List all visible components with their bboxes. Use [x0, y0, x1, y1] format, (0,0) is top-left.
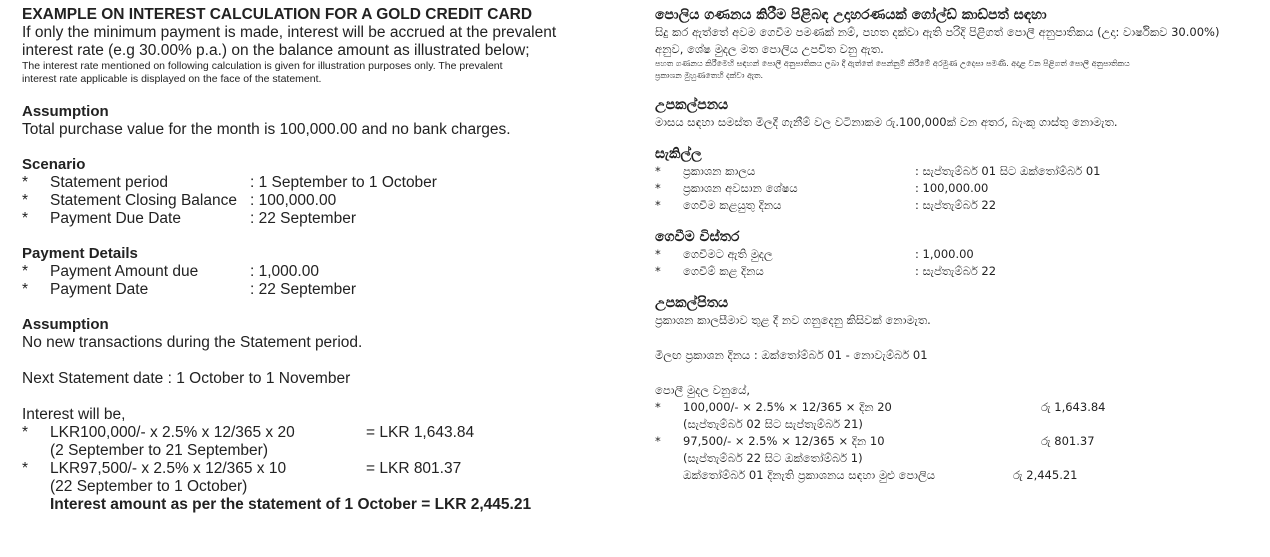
calculation-row	[22, 424, 612, 442]
sinhala-column	[655, 6, 1255, 484]
payment-value: : 22 September	[250, 281, 356, 298]
bullet: *	[655, 164, 661, 178]
intro-text-line-1: සිදු කර ඇත්තේ අවම ගෙවීම පමණක් නම්, පහත දක්වා ඇති පරිදි පිළිගත් පොලී අනුපාතිකය (උදා: වාර්ෂිකව 30.00%)	[655, 25, 1220, 39]
scenario-label: Statement period	[50, 174, 169, 191]
bullet: *	[22, 460, 29, 477]
calculation-row	[22, 460, 612, 478]
assumption-heading: Assumption	[22, 103, 109, 120]
payment-details-heading: Payment Details	[22, 245, 138, 262]
scenario-row	[22, 210, 612, 228]
payment-value: : සැප්තැම්බර් 22	[915, 264, 997, 278]
scenario-label: ප්‍රකාශන අවසාන ශේෂය	[683, 181, 798, 195]
bullet: *	[655, 181, 661, 195]
calculation-row	[655, 433, 1255, 450]
bullet: *	[655, 434, 661, 448]
total-interest: Interest amount as per the statement of 1 October = LKR 2,445.21	[50, 496, 532, 513]
payment-row	[22, 281, 612, 299]
scenario-label: Payment Due Date	[50, 210, 181, 227]
calculation-period: (22 September to 1 October)	[50, 478, 248, 495]
scenario-row	[22, 192, 612, 210]
page-title: පොලිය ගණනය කිරීම පිළිබඳ උදාහරණයක් ගෝල්ඩ් කාඩ්පත් සඳහා	[655, 7, 1047, 23]
bullet: *	[655, 247, 661, 261]
bullet: *	[22, 174, 29, 191]
scenario-row	[655, 180, 1255, 197]
total-interest-value: රු 2,445.21	[1013, 468, 1078, 482]
calculation-result: = LKR 801.37	[366, 460, 462, 477]
scenario-value: : 1 September to 1 October	[250, 174, 437, 191]
disclaimer-line-2: ප්‍රකාශන මුහුණතෙහි දක්වා ඇත.	[655, 71, 764, 80]
assumption-text: No new transactions during the Statement period.	[22, 334, 363, 351]
total-interest-row	[655, 467, 1255, 484]
payment-label: ගෙවීම් කළ දිනය	[683, 264, 764, 278]
payment-value: : 1,000.00	[915, 247, 974, 261]
assumption-text: Total purchase value for the month is 100,000.00 and no bank charges.	[22, 121, 511, 138]
intro-text-line-2: interest rate (e.g 30.00% p.a.) on the balance amount as illustrated below;	[22, 42, 530, 59]
intro-text-line-2: අනුව, ශේෂ මුදල මත පොලිය උපචිත වනු ඇත.	[655, 42, 884, 56]
calculation-period: (2 September to 21 September)	[50, 442, 268, 459]
interest-intro: Interest will be,	[22, 406, 126, 423]
calculation-result: රු 1,643.84	[1041, 400, 1106, 414]
payment-label: Payment Date	[50, 281, 149, 298]
calculation-period: (සැප්තැම්බර් 02 සිට සැප්තැම්බර් 21)	[683, 417, 863, 431]
scenario-label: Statement Closing Balance	[50, 192, 237, 209]
payment-row	[655, 263, 1255, 280]
bullet: *	[22, 210, 29, 227]
assumption-text: මාසය සඳහා සමස්ත මිලදී ගැනීම් වල වටිනාකම රු.100,000ක් වන අතර, බැංකු ගාස්තු නොමැත.	[655, 115, 1118, 129]
intro-text-line-1: If only the minimum payment is made, interest will be accrued at the prevalent	[22, 24, 557, 41]
disclaimer-line-1: The interest rate mentioned on following calculation is given for illustration purposes only. The prevalent	[22, 60, 503, 72]
bullet: *	[22, 192, 29, 209]
bullet: *	[655, 198, 661, 212]
scenario-label: ප්‍රකාශන කාලය	[683, 164, 756, 178]
page-title: EXAMPLE ON INTEREST CALCULATION FOR A GOLD CREDIT CARD	[22, 6, 533, 23]
scenario-row	[655, 197, 1255, 214]
scenario-value: : සැප්තැම්බර් 22	[915, 198, 997, 212]
scenario-heading: Scenario	[22, 156, 86, 173]
scenario-row	[655, 163, 1255, 180]
scenario-value: : සැප්තැම්බර් 01 සිට ඔක්තෝම්බර් 01	[915, 164, 1101, 178]
bullet: *	[655, 400, 661, 414]
assumption-heading: උපකල්පිතය	[655, 295, 729, 311]
next-statement-date: මීලඟ ප්‍රකාශන දිනය : ඔක්තෝම්බර් 01 - නොවැම්බර් 01	[655, 348, 928, 362]
calculation-formula: LKR100,000/- x 2.5% x 12/365 x 20	[50, 424, 295, 441]
scenario-value: : 22 September	[250, 210, 356, 227]
scenario-label: ගෙවීම කළයුතු දිනය	[683, 198, 782, 212]
calculation-formula: 97,500/- × 2.5% × 12/365 × දින 10	[683, 434, 885, 448]
calculation-row	[655, 399, 1255, 416]
payment-label: Payment Amount due	[50, 263, 199, 280]
calculation-formula: LKR97,500/- x 2.5% x 12/365 x 10	[50, 460, 287, 477]
payment-value: : 1,000.00	[250, 263, 319, 280]
english-column	[22, 6, 612, 514]
scenario-row	[22, 174, 612, 192]
calculation-period: (සැප්තැම්බර් 22 සිට ඔක්තෝම්බර් 1)	[683, 451, 863, 465]
payment-label: ගෙවීමට ඇති මුදල	[683, 247, 773, 261]
payment-details-heading: ගෙවීම විස්තර	[655, 229, 740, 245]
bullet: *	[22, 281, 29, 298]
next-statement-date: Next Statement date : 1 October to 1 November	[22, 370, 351, 387]
calculation-formula: 100,000/- × 2.5% × 12/365 × දින 20	[683, 400, 892, 414]
scenario-value: : 100,000.00	[915, 181, 989, 195]
calculation-result: = LKR 1,643.84	[366, 424, 475, 441]
disclaimer-line-1: පහත ගණනය කිරීමෙහි සඳහන් පොලී අනුපාතිකය ලබා දී ඇත්තේ පෙන්නුම් කිරීමේ අරමුණ උදෙසා පමණි. අදාළ වන පිළිගත් පොලී අනුපාතිකය	[655, 59, 1130, 68]
payment-row	[655, 246, 1255, 263]
scenario-heading: සැකිල්ල	[655, 146, 702, 162]
calculation-result: රු 801.37	[1041, 434, 1095, 448]
bullet: *	[655, 264, 661, 278]
bullet: *	[22, 424, 29, 441]
interest-intro: පොලී මුදල වනුයේ,	[655, 383, 750, 397]
total-interest-label: ඔක්තෝම්බර් 01 දිනැති ප්‍රකාශනය සඳහා මුළු පොලිය	[683, 468, 936, 482]
assumption-text: ප්‍රකාශන කාලසීමාව තුළ දී නව ගනුදෙනු කිසිවක් නොමැත.	[655, 313, 931, 327]
assumption-heading: Assumption	[22, 316, 109, 333]
payment-row	[22, 263, 612, 281]
bullet: *	[22, 263, 29, 280]
scenario-value: : 100,000.00	[250, 192, 337, 209]
assumption-heading: උපකල්පනය	[655, 97, 729, 113]
disclaimer-line-2: interest rate applicable is displayed on the face of the statement.	[22, 73, 322, 85]
